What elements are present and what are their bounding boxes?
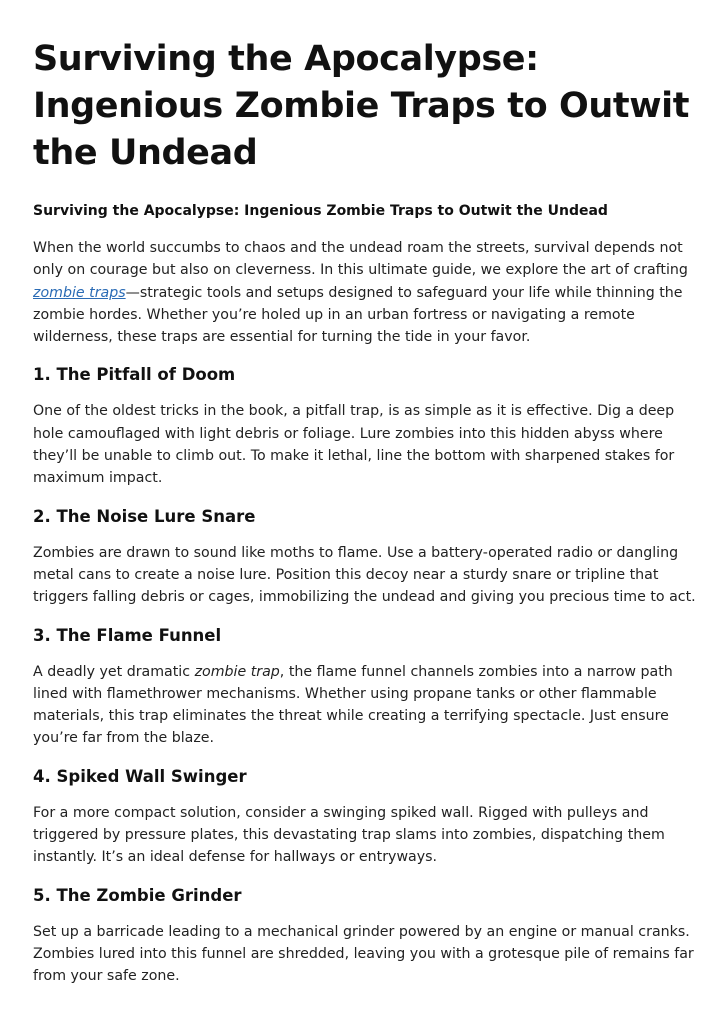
section-heading: 1. The Pitfall of Doom	[33, 365, 236, 385]
section-body: Set up a barricade leading to a mechanical grinder powered by an engine or manual cranks. Zombies lured into this funnel are shredded, leaving you with a grotesque pile of remains far from your safe zone.	[33, 923, 694, 985]
section-spiked-wall	[33, 765, 698, 869]
section-body: One of the oldest tricks in the book, a pitfall trap, is as simple as it is effective. Dig a deep hole camouflaged with light debris or foliage. Lure zombies into this hidden abyss where they’ll be unable to climb out. To make it lethal, line the bottom with sharpened stakes for maximum impact.	[33, 403, 675, 487]
section-heading: 5. The Zombie Grinder	[33, 885, 242, 905]
section-heading: 4. Spiked Wall Swinger	[33, 766, 247, 786]
page-title: Surviving the Apocalypse: Ingenious Zombie Traps to Outwit the Undead	[33, 39, 690, 173]
article	[33, 36, 698, 988]
zombie-traps-link[interactable]: zombie traps	[33, 284, 126, 301]
section-heading: 3. The Flame Funnel	[33, 625, 222, 645]
intro-paragraph	[33, 237, 698, 348]
section-body-before: A deadly yet dramatic	[33, 663, 195, 680]
section-body	[33, 661, 698, 750]
section-flame-funnel	[33, 624, 698, 750]
section-body-after: , the flame funnel channels zombies into a narrow path lined with flamethrower mechanisms. Whether using propane tanks or other flammable materials, this trap eliminates the threat while creating a terrifying spectacle. Just ensure you’re far from the blaze.	[33, 663, 673, 747]
article-subtitle: Surviving the Apocalypse: Ingenious Zombie Traps to Outwit the Undead	[33, 203, 608, 219]
intro-text-after: —strategic tools and setups designed to safeguard your life while thinning the zombie hordes. Whether you’re holed up in an urban fortress or navigating a remote wilderness, these traps are essential for turning the tide in your favor.	[33, 284, 683, 346]
section-heading: 2. The Noise Lure Snare	[33, 506, 256, 526]
section-noise-lure	[33, 505, 698, 609]
section-grinder	[33, 884, 698, 988]
section-body-emphasis: zombie trap	[194, 663, 280, 680]
section-body: Zombies are drawn to sound like moths to flame. Use a battery-operated radio or dangling metal cans to create a noise lure. Position this decoy near a sturdy snare or tripline that triggers falling debris or cages, immobilizing the undead and giving you precious time to act.	[33, 544, 696, 606]
section-pitfall	[33, 363, 698, 489]
intro-text-before: When the world succumbs to chaos and the undead roam the streets, survival depends not only on courage but also on cleverness. In this ultimate guide, we explore the art of crafting	[33, 240, 688, 279]
section-body: For a more compact solution, consider a swinging spiked wall. Rigged with pulleys and triggered by pressure plates, this devastating trap slams into zombies, dispatching them instantly. It’s an ideal defense for hallways or entryways.	[33, 804, 665, 866]
